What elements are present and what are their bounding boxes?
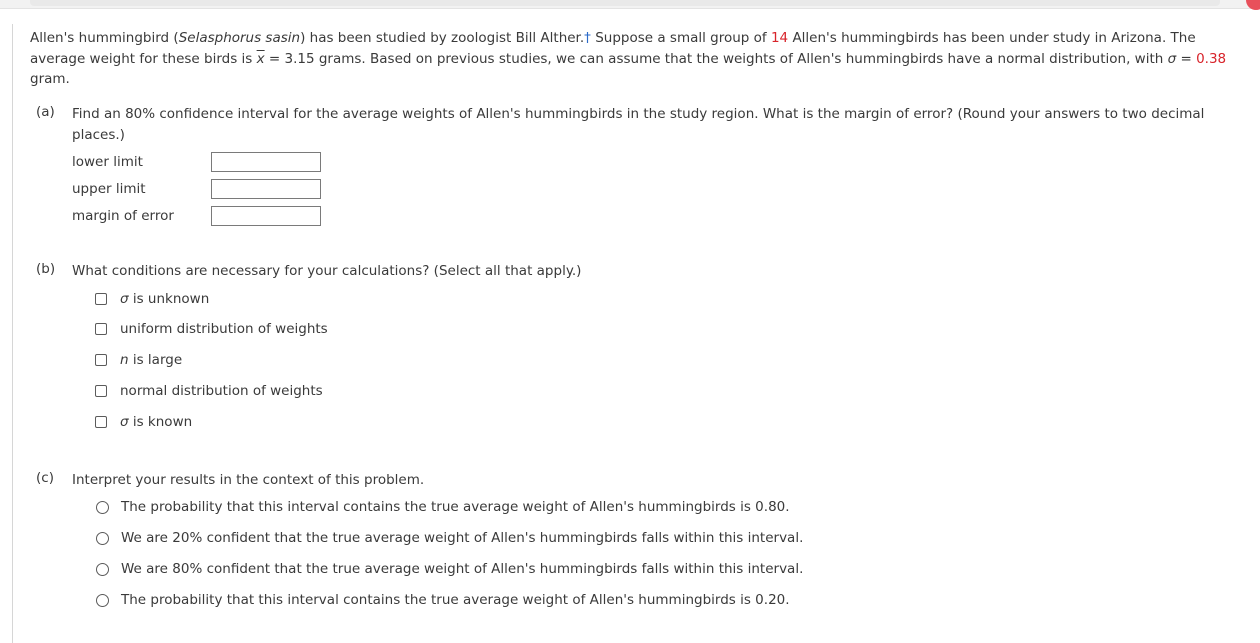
condition-text: uniform distribution of weights (120, 321, 328, 337)
part-b-letter: (b) (36, 261, 56, 277)
lower-limit-input[interactable] (211, 152, 321, 172)
sigma-symbol: σ (1167, 50, 1177, 67)
sample-size-value: 14 (770, 30, 789, 46)
interpretation-label: The probability that this interval contains the true average weight of Allen's hummingbirds is 0.80. (121, 499, 790, 515)
condition-label (120, 414, 192, 430)
intro-text: Allen's hummingbird ( (30, 30, 179, 46)
condition-label (120, 352, 182, 368)
condition-text: is unknown (128, 291, 210, 307)
radio-button[interactable] (96, 532, 109, 545)
intro-text: Allen's hummingbirds has been under study in Arizona. The average weight for these birds is (30, 30, 1196, 67)
footnote-link[interactable]: † (584, 30, 591, 46)
species-name: Selasphorus sasin (178, 30, 301, 46)
part-a-letter: (a) (36, 104, 55, 120)
part-b-question: What conditions are necessary for your calculations? (Select all that apply.) (72, 263, 582, 279)
interpretation-label: We are 20% confident that the true average weight of Allen's hummingbirds falls within this interval. (121, 530, 804, 546)
intro-text: gram. (30, 71, 70, 87)
intro-text: Suppose a small group of (590, 30, 771, 46)
left-divider (12, 24, 13, 643)
condition-text: normal distribution of weights (120, 383, 323, 399)
upper-limit-label: upper limit (72, 181, 146, 197)
checkbox[interactable] (95, 354, 107, 366)
n-symbol: n (120, 352, 129, 368)
part-c-question: Interpret your results in the context of this problem. (72, 472, 425, 488)
checkbox[interactable] (95, 323, 107, 335)
condition-text: is known (128, 414, 193, 430)
sigma-symbol: σ (120, 414, 129, 430)
xbar-symbol: $\overline{x}$ (256, 50, 265, 67)
intro-text: ) has been studied by zoologist Bill Alther. (300, 30, 585, 46)
interpretation-label: We are 80% confident that the true average weight of Allen's hummingbirds falls within this interval. (121, 561, 804, 577)
condition-label (120, 291, 209, 307)
part-c-letter: (c) (36, 470, 54, 486)
intro-text: = (1176, 50, 1197, 67)
toolbar-bar (30, 0, 1220, 6)
interpretation-label: The probability that this interval contains the true average weight of Allen's hummingbirds is 0.20. (121, 592, 790, 608)
lower-limit-label: lower limit (72, 154, 143, 170)
checkbox[interactable] (95, 385, 107, 397)
checkbox[interactable] (95, 293, 107, 305)
margin-of-error-input[interactable] (211, 206, 321, 226)
problem-intro (30, 28, 1252, 90)
intro-text: = 3.15 grams. Based on previous studies, we can assume that the weights of Allen's hummingbirds have a normal distribution, with (264, 50, 1168, 67)
condition-label (120, 321, 328, 337)
radio-button[interactable] (96, 501, 109, 514)
checkbox[interactable] (95, 416, 107, 428)
condition-text: is large (128, 352, 183, 368)
upper-limit-input[interactable] (211, 179, 321, 199)
condition-label (120, 383, 323, 399)
top-toolbar-strip (0, 0, 1260, 9)
problem-content (30, 28, 1252, 90)
radio-button[interactable] (96, 594, 109, 607)
sigma-value: 0.38 (1196, 50, 1227, 67)
radio-button[interactable] (96, 563, 109, 576)
part-a-question: Find an 80% confidence interval for the average weights of Allen's hummingbirds in the study region. What is the margin of error? (Round your answers to two decimal places.) (72, 106, 1205, 143)
margin-of-error-label: margin of error (72, 208, 174, 224)
sigma-symbol: σ (120, 291, 129, 307)
